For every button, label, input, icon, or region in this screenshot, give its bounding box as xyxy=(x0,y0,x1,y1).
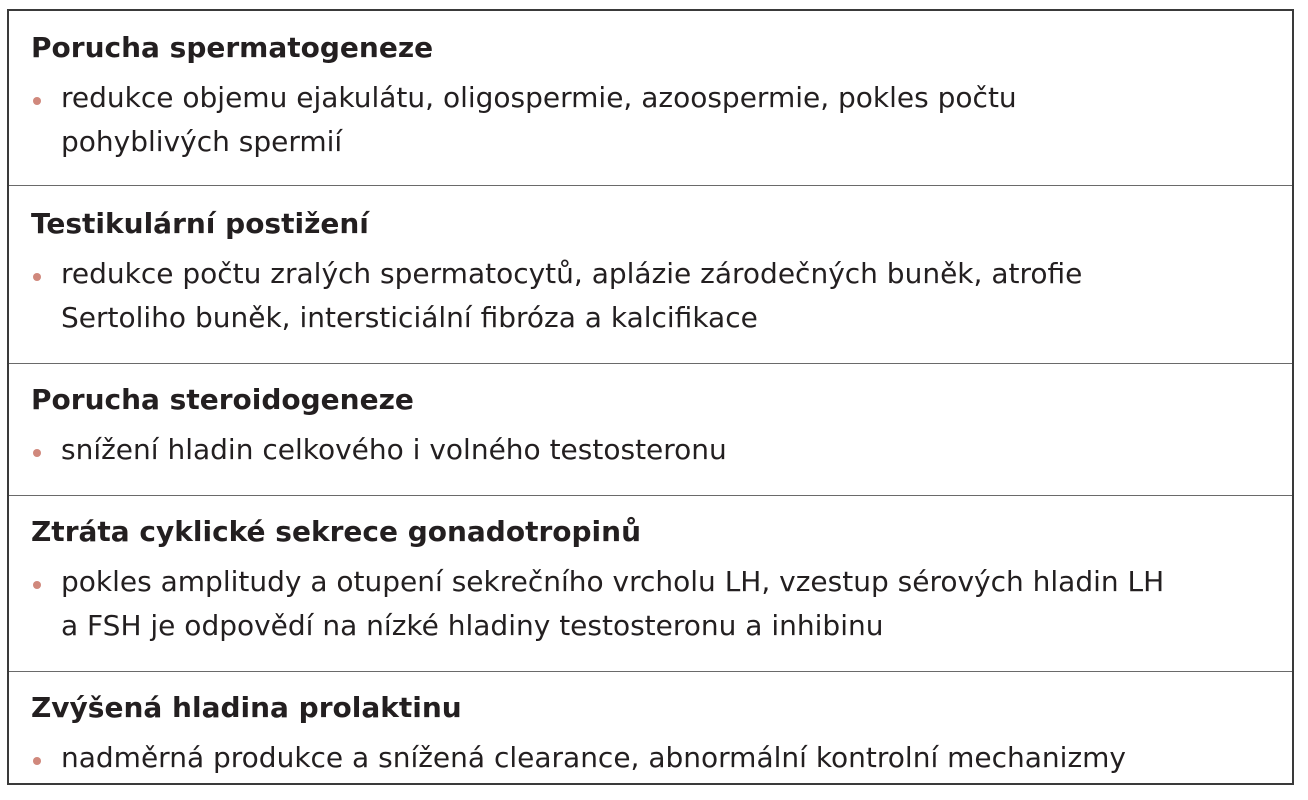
section-prolactin xyxy=(31,691,1262,780)
bullet-text xyxy=(61,428,1262,472)
bullet-item xyxy=(31,76,1262,164)
section-heading: Porucha spermatogeneze xyxy=(31,31,434,64)
bullet-item xyxy=(31,428,1262,472)
bullet-item xyxy=(31,252,1262,340)
section-gonadotropins xyxy=(31,515,1262,648)
bullet-line: nadměrná produkce a snížená clearance, abnormální kontrolní mechanizmy xyxy=(61,741,1126,774)
content-box xyxy=(7,9,1294,785)
bullet-dot-icon xyxy=(33,273,41,281)
bullet-line: Sertoliho buněk, intersticiální fibróza a kalcifikace xyxy=(61,301,758,334)
bullet-line: pokles amplitudy a otupení sekrečního vrcholu LH, vzestup sérových hladin LH xyxy=(61,565,1165,598)
bullet-dot-icon xyxy=(33,449,41,457)
bullet-text xyxy=(61,560,1262,648)
section-heading: Zvýšená hladina prolaktinu xyxy=(31,691,462,724)
section-heading: Testikulární postižení xyxy=(31,207,369,240)
bullet-item xyxy=(31,560,1262,648)
bullet-line: redukce objemu ejakulátu, oligospermie, azoospermie, pokles počtu xyxy=(61,81,1017,114)
bullet-item xyxy=(31,736,1262,780)
section-testicular xyxy=(31,207,1262,340)
bullet-text xyxy=(61,252,1262,340)
bullet-line: a FSH je odpovědí na nízké hladiny testosteronu a inhibinu xyxy=(61,609,884,642)
bullet-dot-icon xyxy=(33,97,41,105)
bullet-line: redukce počtu zralých spermatocytů, aplázie zárodečných buněk, atrofie xyxy=(61,257,1083,290)
section-divider xyxy=(9,363,1292,364)
section-divider xyxy=(9,495,1292,496)
section-steroidogenesis xyxy=(31,383,1262,472)
bullet-dot-icon xyxy=(33,757,41,765)
bullet-line: snížení hladin celkového i volného testosteronu xyxy=(61,433,727,466)
section-spermatogenesis xyxy=(31,31,1262,164)
bullet-line: pohyblivých spermií xyxy=(61,125,343,158)
section-divider xyxy=(9,185,1292,186)
section-divider xyxy=(9,671,1292,672)
section-heading: Porucha steroidogeneze xyxy=(31,383,414,416)
section-heading: Ztráta cyklické sekrece gonadotropinů xyxy=(31,515,642,548)
bullet-text xyxy=(61,76,1262,164)
bullet-text xyxy=(61,736,1262,780)
bullet-dot-icon xyxy=(33,581,41,589)
